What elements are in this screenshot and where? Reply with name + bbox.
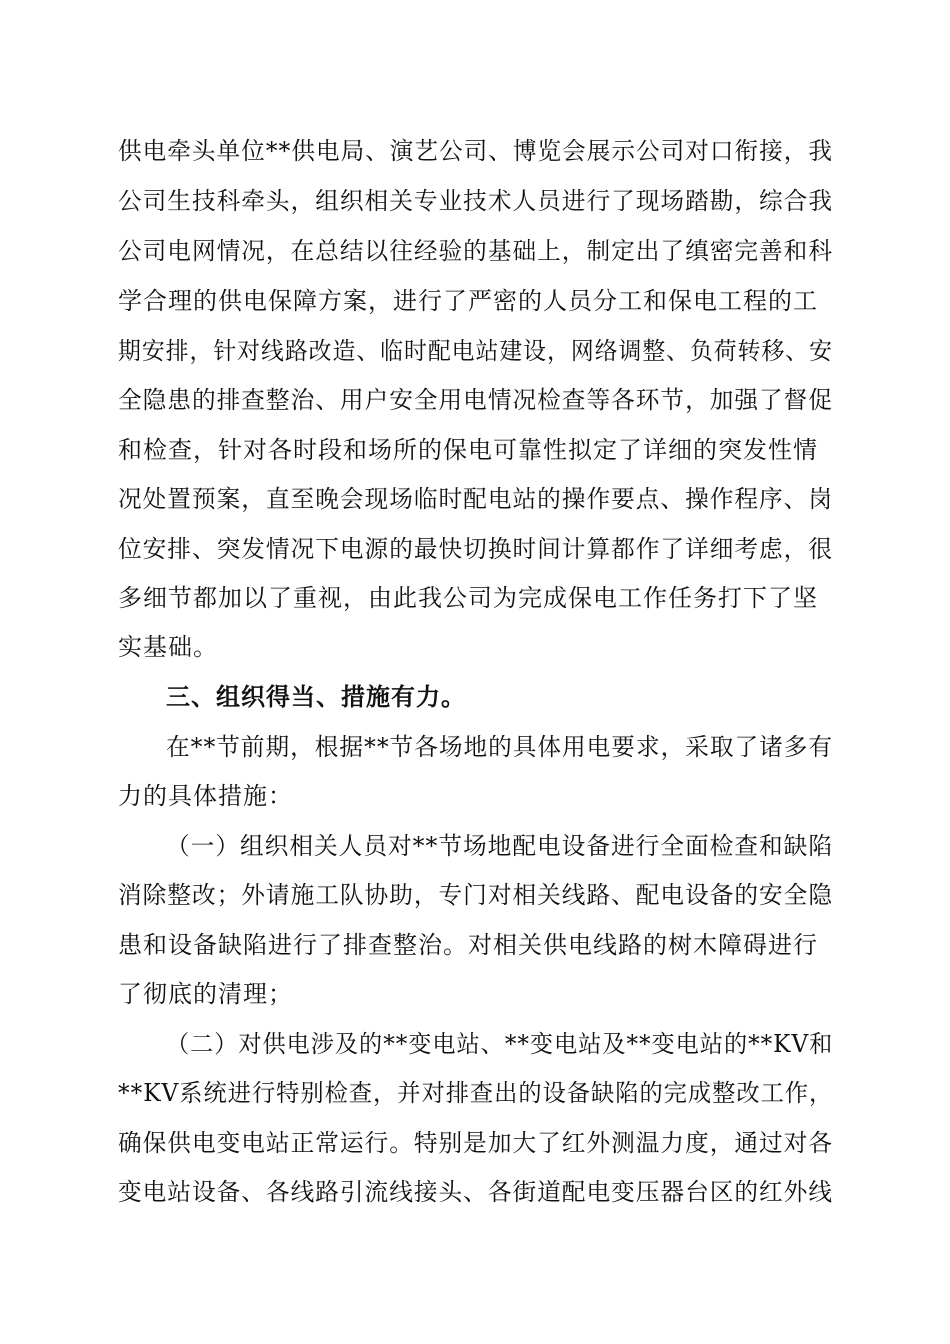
body-text-line: 患和设备缺陷进行了排查整治。对相关供电线路的树木障碍进行 [118, 931, 818, 959]
body-text-line: 多细节都加以了重视，由此我公司为完成保电工作任务打下了坚 [118, 584, 818, 612]
body-text-line: 实基础。 [118, 633, 218, 661]
body-text-line: 供电牵头单位**供电局、演艺公司、博览会展示公司对口衔接，我 [118, 137, 833, 165]
body-text-line: 公司电网情况，在总结以往经验的基础上，制定出了缜密完善和科 [118, 237, 833, 265]
body-text-line: 全隐患的排查整治、用户安全用电情况检查等各环节，加强了督促 [118, 386, 833, 414]
body-text-line: 消除整改；外请施工队协助，专门对相关线路、配电设备的安全隐 [118, 881, 833, 909]
body-text-line: 况处置预案，直至晚会现场临时配电站的操作要点、操作程序、岗 [118, 485, 833, 513]
body-text-line: 了彻底的清理； [118, 980, 293, 1008]
body-text-line: 在**节前期，根据**节各场地的具体用电要求，采取了诸多有 [166, 733, 833, 761]
list-item-line: （二）对供电涉及的**变电站、**变电站及**变电站的**KV和 [166, 1030, 834, 1058]
body-text-line: **KV系统进行特别检查，并对排查出的设备缺陷的完成整改工作， [118, 1079, 834, 1107]
body-text-line: 公司生技科牵头，组织相关专业技术人员进行了现场踏勘，综合我 [118, 187, 833, 215]
body-text-line: 确保供电变电站正常运行。特别是加大了红外测温力度，通过对各 [118, 1129, 833, 1157]
body-text-line: 期安排，针对线路改造、临时配电站建设，网络调整、负荷转移、安 [118, 337, 833, 365]
body-text-line: 变电站设备、各线路引流线接头、各街道配电变压器台区的红外线 [118, 1178, 833, 1206]
body-text-line: 和检查，针对各时段和场所的保电可靠性拟定了详细的突发性情 [118, 436, 818, 464]
body-text-line: 位安排、突发情况下电源的最快切换时间计算都作了详细考虑，很 [118, 535, 833, 563]
section-heading: 三、组织得当、措施有力。 [166, 682, 466, 711]
body-text-line: 学合理的供电保障方案，进行了严密的人员分工和保电工程的工 [118, 287, 818, 315]
body-text-line: 力的具体措施： [118, 782, 293, 810]
list-item-line: （一）组织相关人员对**节场地配电设备进行全面检查和缺陷 [166, 832, 834, 860]
